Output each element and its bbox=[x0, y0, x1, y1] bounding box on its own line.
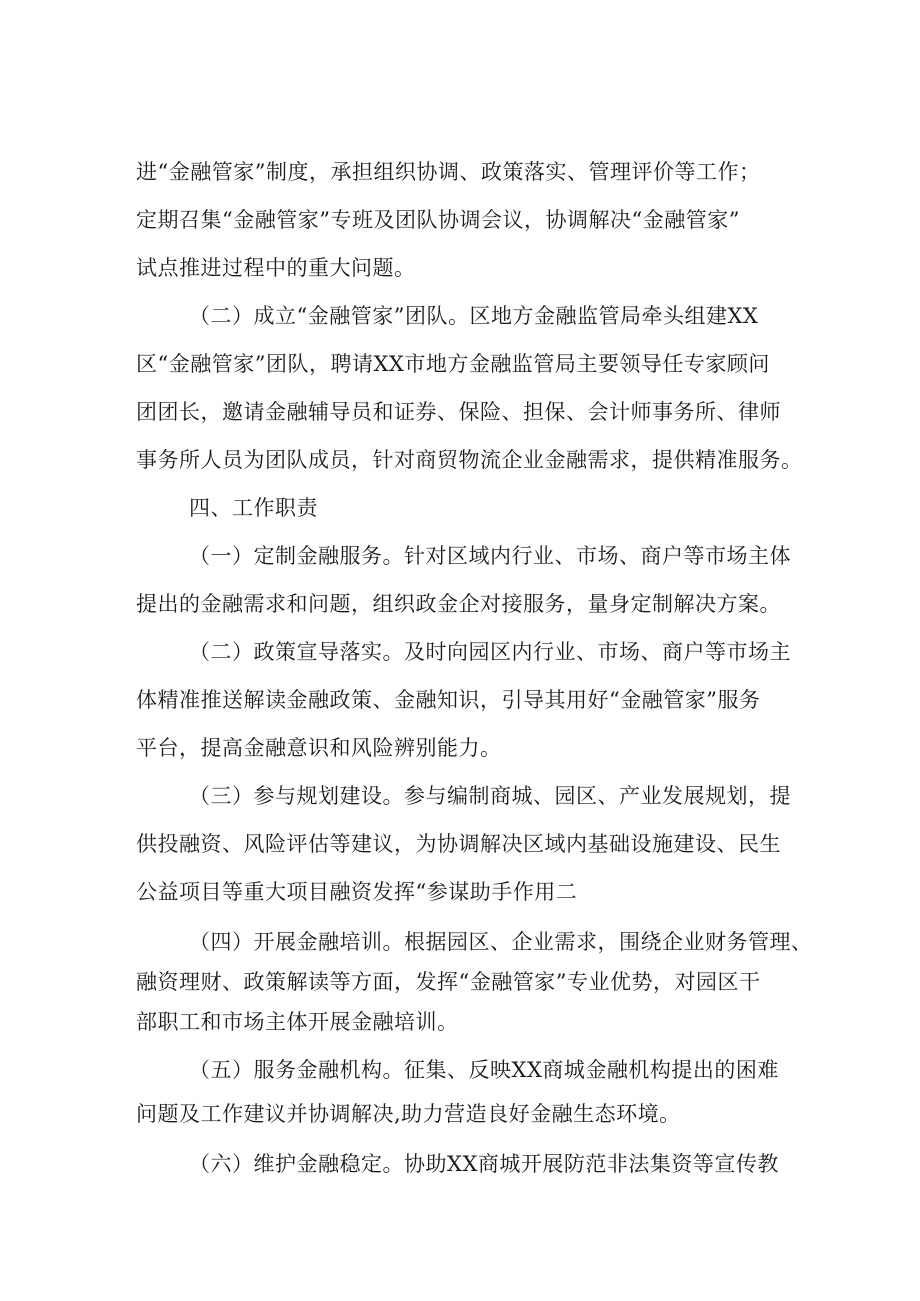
paragraph-first-line: （三）参与规划建设。参与编制商城、园区、产业发展规划，提 bbox=[189, 784, 791, 808]
text-line: 进“金融管家”制度，承担组织协调、政策落实、管理评价等工作； bbox=[136, 160, 761, 184]
text-line: 试点推进过程中的重大问题。 bbox=[136, 256, 416, 280]
text-line: 融资理财、政策解读等方面，发挥“金融管家”专业优势，对园区干 bbox=[136, 970, 761, 994]
text-line: 问题及工作建议并协调解决,助力营造良好金融生态环境。 bbox=[136, 1102, 681, 1126]
paragraph-first-line: （五）服务金融机构。征集、反映XX商城金融机构提出的困难 bbox=[189, 1058, 779, 1082]
text-line: 供投融资、风险评估等建议，为协调解决区域内基础设施建设、民生 bbox=[136, 832, 781, 856]
paragraph-first-line: （四）开展金融培训。根据园区、企业需求，围绕企业财务管理、 bbox=[189, 930, 813, 954]
paragraph-first-line: （一）定制金融服务。针对区域内行业、市场、商户等市场主体 bbox=[189, 544, 791, 568]
text-line: 公益项目等重大项目融资发挥“参谋助手作用二 bbox=[136, 880, 578, 904]
text-line: 团团长，邀请金融辅导员和证券、保险、担保、会计师事务所、律师 bbox=[136, 400, 781, 424]
paragraph-first-line: （二）政策宣导落实。及时向园区内行业、市场、商户等市场主 bbox=[189, 640, 791, 664]
section-heading: 四、工作职责 bbox=[189, 496, 318, 520]
paragraph-first-line: （六）维护金融稳定。协助XX商城开展防范非法集资等宣传教 bbox=[189, 1152, 779, 1176]
text-line: 提出的金融需求和问题，组织政金企对接服务，量身定制解决方案。 bbox=[136, 592, 781, 616]
text-line: 部职工和市场主体开展金融培训。 bbox=[136, 1010, 459, 1034]
text-line: 区“金融管家”团队，聘请XX市地方金融监管局主要领导任专家顾问 bbox=[136, 352, 770, 376]
text-line: 体精准推送解读金融政策、金融知识，引导其用好“金融管家”服务 bbox=[136, 688, 761, 712]
paragraph-first-line: （二）成立“金融管家”团队。区地方金融监管局牵头组建XX bbox=[189, 304, 759, 328]
text-line: 平台，提高金融意识和风险辨别能力。 bbox=[136, 736, 502, 760]
text-line: 事务所人员为团队成员，针对商贸物流企业金融需求，提供精准服务。 bbox=[136, 448, 803, 472]
text-line: 定期召集“金融管家”专班及团队协调会议，协调解决“金融管家” bbox=[136, 208, 740, 232]
